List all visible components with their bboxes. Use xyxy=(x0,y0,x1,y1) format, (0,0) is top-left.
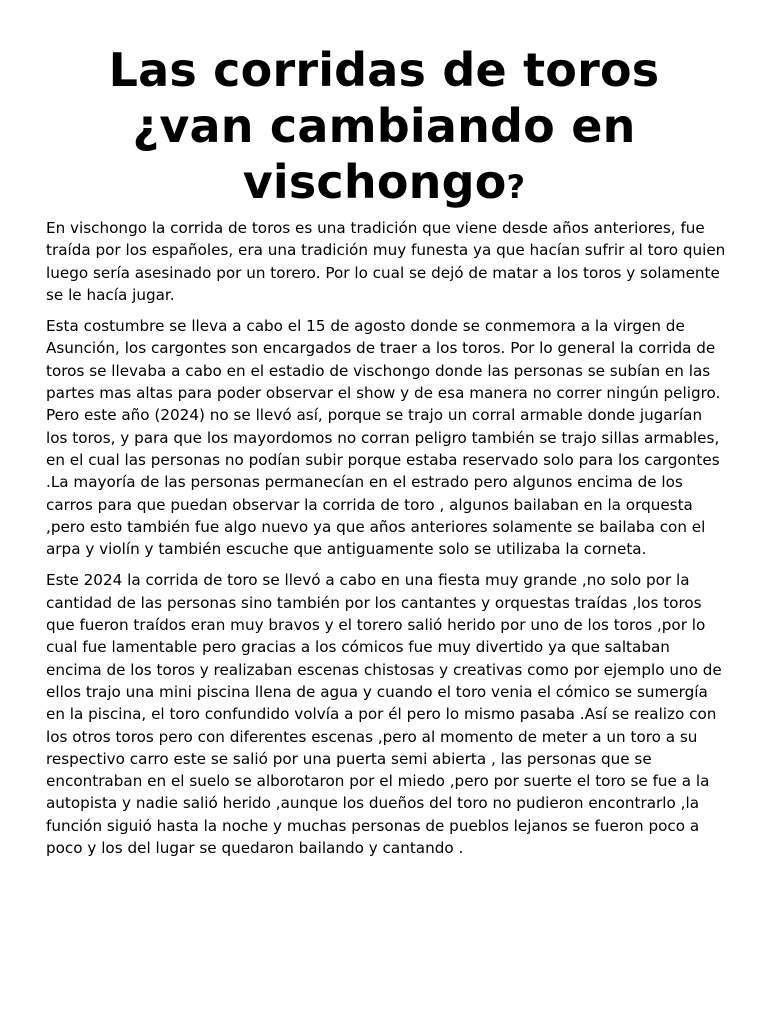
body-paragraph: En vischongo la corrida de toros es una tradición que viene desde años anteriores, fue traída por los españoles, era una tradición muy funesta ya que hacían sufrir al toro quien luego sería asesinado por un torero. Por lo cual se dejó de matar a los toros y solamente se le hacía jugar. xyxy=(46,219,726,304)
document-title xyxy=(60,42,708,215)
document-title-main: Las corridas de toros ¿van cambiando en vischongo xyxy=(108,43,660,209)
document-body xyxy=(46,217,726,868)
document-title-end: ? xyxy=(506,168,526,206)
body-paragraph: Esta costumbre se lleva a cabo el 15 de agosto donde se conmemora a la virgen de Asunción, los cargontes son encargados de traer a los toros. Por lo general la corrida de toros se llevaba a cabo en el estadio de vischongo donde las personas se subían en las partes mas altas para poder observar el show y de esa manera no correr ningún peligro. Pero este año (2024) no se llevó así, porque se trajo un corral armable donde jugarían los toros, y para que los mayordomos no corran peligro también se trajo sillas armables, en el cual las personas no podían subir porque estaba reservado solo para los cargontes .La mayoría de las personas permanecían en el estrado pero algunos encima de los carros para que puedan observar la corrida de toro , algunos bailaban en la orquesta ,pero esto también fue algo nuevo ya que años anteriores solamente se bailaba con el arpa y violín y también escuche que antiguamente solo se utilizaba la corneta. xyxy=(46,317,721,559)
body-paragraph: Este 2024 la corrida de toro se llevó a cabo en una fiesta muy grande ,no solo por la cantidad de las personas sino también por los cantantes y orquestas traídas ,los toros que fueron traídos eran muy bravos y el torero salió herido por uno de los toros ,por lo cual fue lamentable pero gracias a los cómicos fue muy divertido ya que saltaban encima de los toros y realizaban escenas chistosas y creativas como por ejemplo uno de ellos trajo una mini piscina llena de agua y cuando el toro venia el cómico se sumergía en la piscina, el toro confundido volvía a por él pero lo mismo pasaba .Así se realizo con los otros toros pero con diferentes escenas ,pero al momento de meter a un toro a su respectivo carro este se salió por una puerta semi abierta , las personas que se encontraban en el suelo se alborotaron por el miedo ,pero por suerte el toro se fue a la autopista y nadie salió herido ,aunque los dueños del toro no pudieron encontrarlo ,la función siguió hasta la noche y muchas personas de pueblos lejanos se fueron poco a poco y los del lugar se quedaron bailando y cantando . xyxy=(46,571,722,858)
